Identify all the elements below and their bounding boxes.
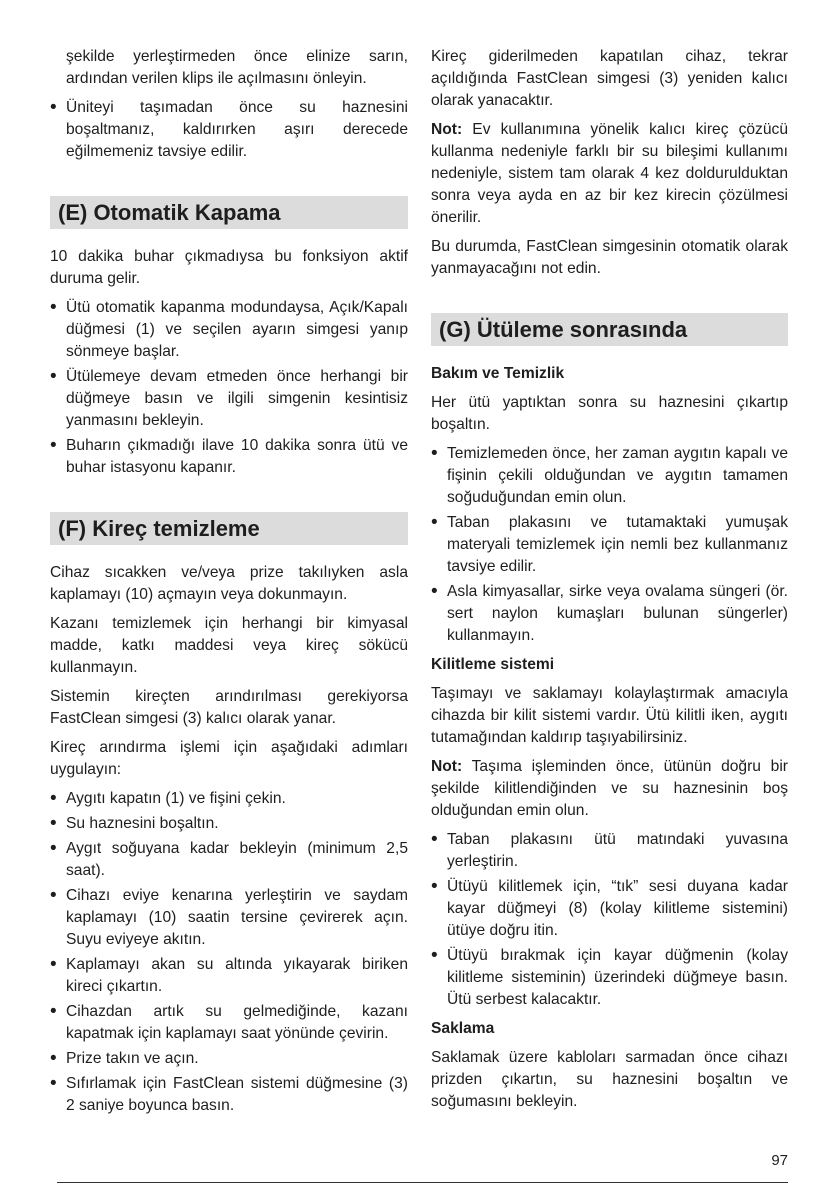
list-item: • Temizlemeden önce, her zaman aygıtın kapalı ve fişinin çekili olduğundan ve aygıtın tamamen soğuduğundan emin olun. [431, 443, 788, 509]
list-item: • Üniteyi taşımadan önce su haznesini boşaltmanız, kaldırırken aşırı derecede eğilmemeniz tavsiye edilir. [50, 97, 408, 163]
lock-bullet-list [431, 829, 788, 1011]
care-bullet-list [431, 443, 788, 647]
list-item: şekilde yerleştirmeden önce elinize sarın, ardından verilen klips ile açılmasını önleyin. [66, 48, 408, 87]
list-item: • Ütülemeye devam etmeden önce herhangi bir düğmeye basın ve ilgili simgenin kesintisiz yanmasını bekleyin. [50, 366, 408, 432]
paragraph: Cihaz sıcakken ve/veya prize takılıyken asla kaplamayı (10) açmayın veya dokunmayın. [50, 564, 408, 603]
paragraph: Kazanı temizlemek için herhangi bir kimyasal madde, katkı maddesi veya kireç sökücü kullanmayın. [50, 615, 408, 676]
paragraph: Her ütü yaptıktan sonra su haznesini çıkartıp boşaltın. [431, 394, 788, 433]
paragraph: Kireç giderilmeden kapatılan cihaz, tekrar açıldığında FastClean simgesi (3) yeniden kalıcı olarak yanacaktır. [431, 48, 788, 109]
list-item: • Su haznesini boşaltın. [50, 813, 408, 835]
right-column [431, 46, 788, 1120]
note-text: Ev kullanımına yönelik kalıcı kireç çözücü kullanma nedeniyle farklı bir su bileşimi kullanımı nedeniyle, sistem tam olarak 4 kez doldurulduktan sonra veya ayda en az bir kez kirecin çözülmesi önerilir. [431, 121, 788, 226]
list-item: • Aygıt soğuyana kadar bekleyin (minimum 2,5 saat). [50, 838, 408, 882]
section-f-bullet-list [50, 788, 408, 1117]
paragraph: Saklamak üzere kabloları sarmadan önce cihazı prizden çıkartın, su haznesini boşaltın ve soğumasını bekleyin. [431, 1049, 788, 1110]
list-item: • Sıfırlamak için FastClean sistemi düğmesine (3) 2 saniye boyunca basın. [50, 1073, 408, 1117]
list-item: • Ütüyü kilitlemek için, “tık” sesi duyana kadar kayar düğmeyi (8) (kolay kilitleme sistemini) ütüye doğru itin. [431, 876, 788, 942]
section-e-bullet-list [50, 297, 408, 479]
list-item: • Taban plakasını ütü matındaki yuvasına yerleştirin. [431, 829, 788, 873]
intro-bullet-list [50, 97, 408, 163]
list-item: • Ütü otomatik kapanma modundaysa, Açık/Kapalı düğmesi (1) ve seçilen ayarın simgesi yanıp sönmeye başlar. [50, 297, 408, 363]
subheading-care: Bakım ve Temizlik [431, 365, 565, 382]
list-item: • Aygıtı kapatın (1) ve fişini çekin. [50, 788, 408, 810]
list-item: • Kaplamayı akan su altında yıkayarak biriken kireci çıkartın. [50, 954, 408, 998]
note-label: Not: [431, 121, 463, 138]
continued-bullet [50, 46, 408, 90]
paragraph: Kireç arındırma işlemi için aşağıdaki adımları uygulayın: [50, 739, 408, 778]
list-item: • Ütüyü bırakmak için kayar düğmenin (kolay kilitleme sisteminin) üzerindeki düğmeye basın. Ütü serbest kalacaktır. [431, 945, 788, 1011]
paragraph: Bu durumda, FastClean simgesinin otomatik olarak yanmayacağını not edin. [431, 238, 788, 277]
note-text: Taşıma işleminden önce, ütünün doğru bir şekilde kilitlendiğinden ve su haznesinin boş olduğundan emin olun. [431, 758, 788, 819]
list-item: • Buharın çıkmadığı ilave 10 dakika sonra ütü ve buhar istasyonu kapanır. [50, 435, 408, 479]
section-heading-f: (F) Kireç temizleme [50, 512, 408, 545]
note-paragraph [431, 756, 788, 822]
left-column [50, 46, 408, 1124]
note-label: Not: [431, 758, 463, 775]
paragraph: 10 dakika buhar çıkmadıysa bu fonksiyon aktif duruma gelir. [50, 248, 408, 287]
list-item: • Taban plakasını ve tutamaktaki yumuşak materyali temizlemek için nemli bez kullanmanız tavsiye edilir. [431, 512, 788, 578]
note-paragraph [431, 119, 788, 229]
page-number: 97 [771, 1152, 788, 1169]
subheading-lock: Kilitleme sistemi [431, 656, 555, 673]
footer-divider [57, 1182, 788, 1183]
section-heading-g: (G) Ütüleme sonrasında [431, 313, 788, 346]
list-item: • Cihazı eviye kenarına yerleştirin ve saydam kaplamayı (10) saatin tersine çevirerek açın. Suyu eviyeye akıtın. [50, 885, 408, 951]
subheading-storage: Saklama [431, 1020, 495, 1037]
paragraph: Sistemin kireçten arındırılması gerekiyorsa FastClean simgesi (3) kalıcı olarak yanar. [50, 688, 408, 727]
list-item: • Asla kimyasallar, sirke veya ovalama süngeri (ör. sert naylon kumaşları bulunan süngerler) kullanmayın. [431, 581, 788, 647]
section-heading-e: (E) Otomatik Kapama [50, 196, 408, 229]
list-item: • Prize takın ve açın. [50, 1048, 408, 1070]
list-item: • Cihazdan artık su gelmediğinde, kazanı kapatmak için kaplamayı saat yönünde çevirin. [50, 1001, 408, 1045]
paragraph: Taşımayı ve saklamayı kolaylaştırmak amacıyla cihazda bir kilit sistemi vardır. Ütü kilitli iken, aygıtı tutamağından kaldırıp taşıyabilirsiniz. [431, 685, 788, 746]
